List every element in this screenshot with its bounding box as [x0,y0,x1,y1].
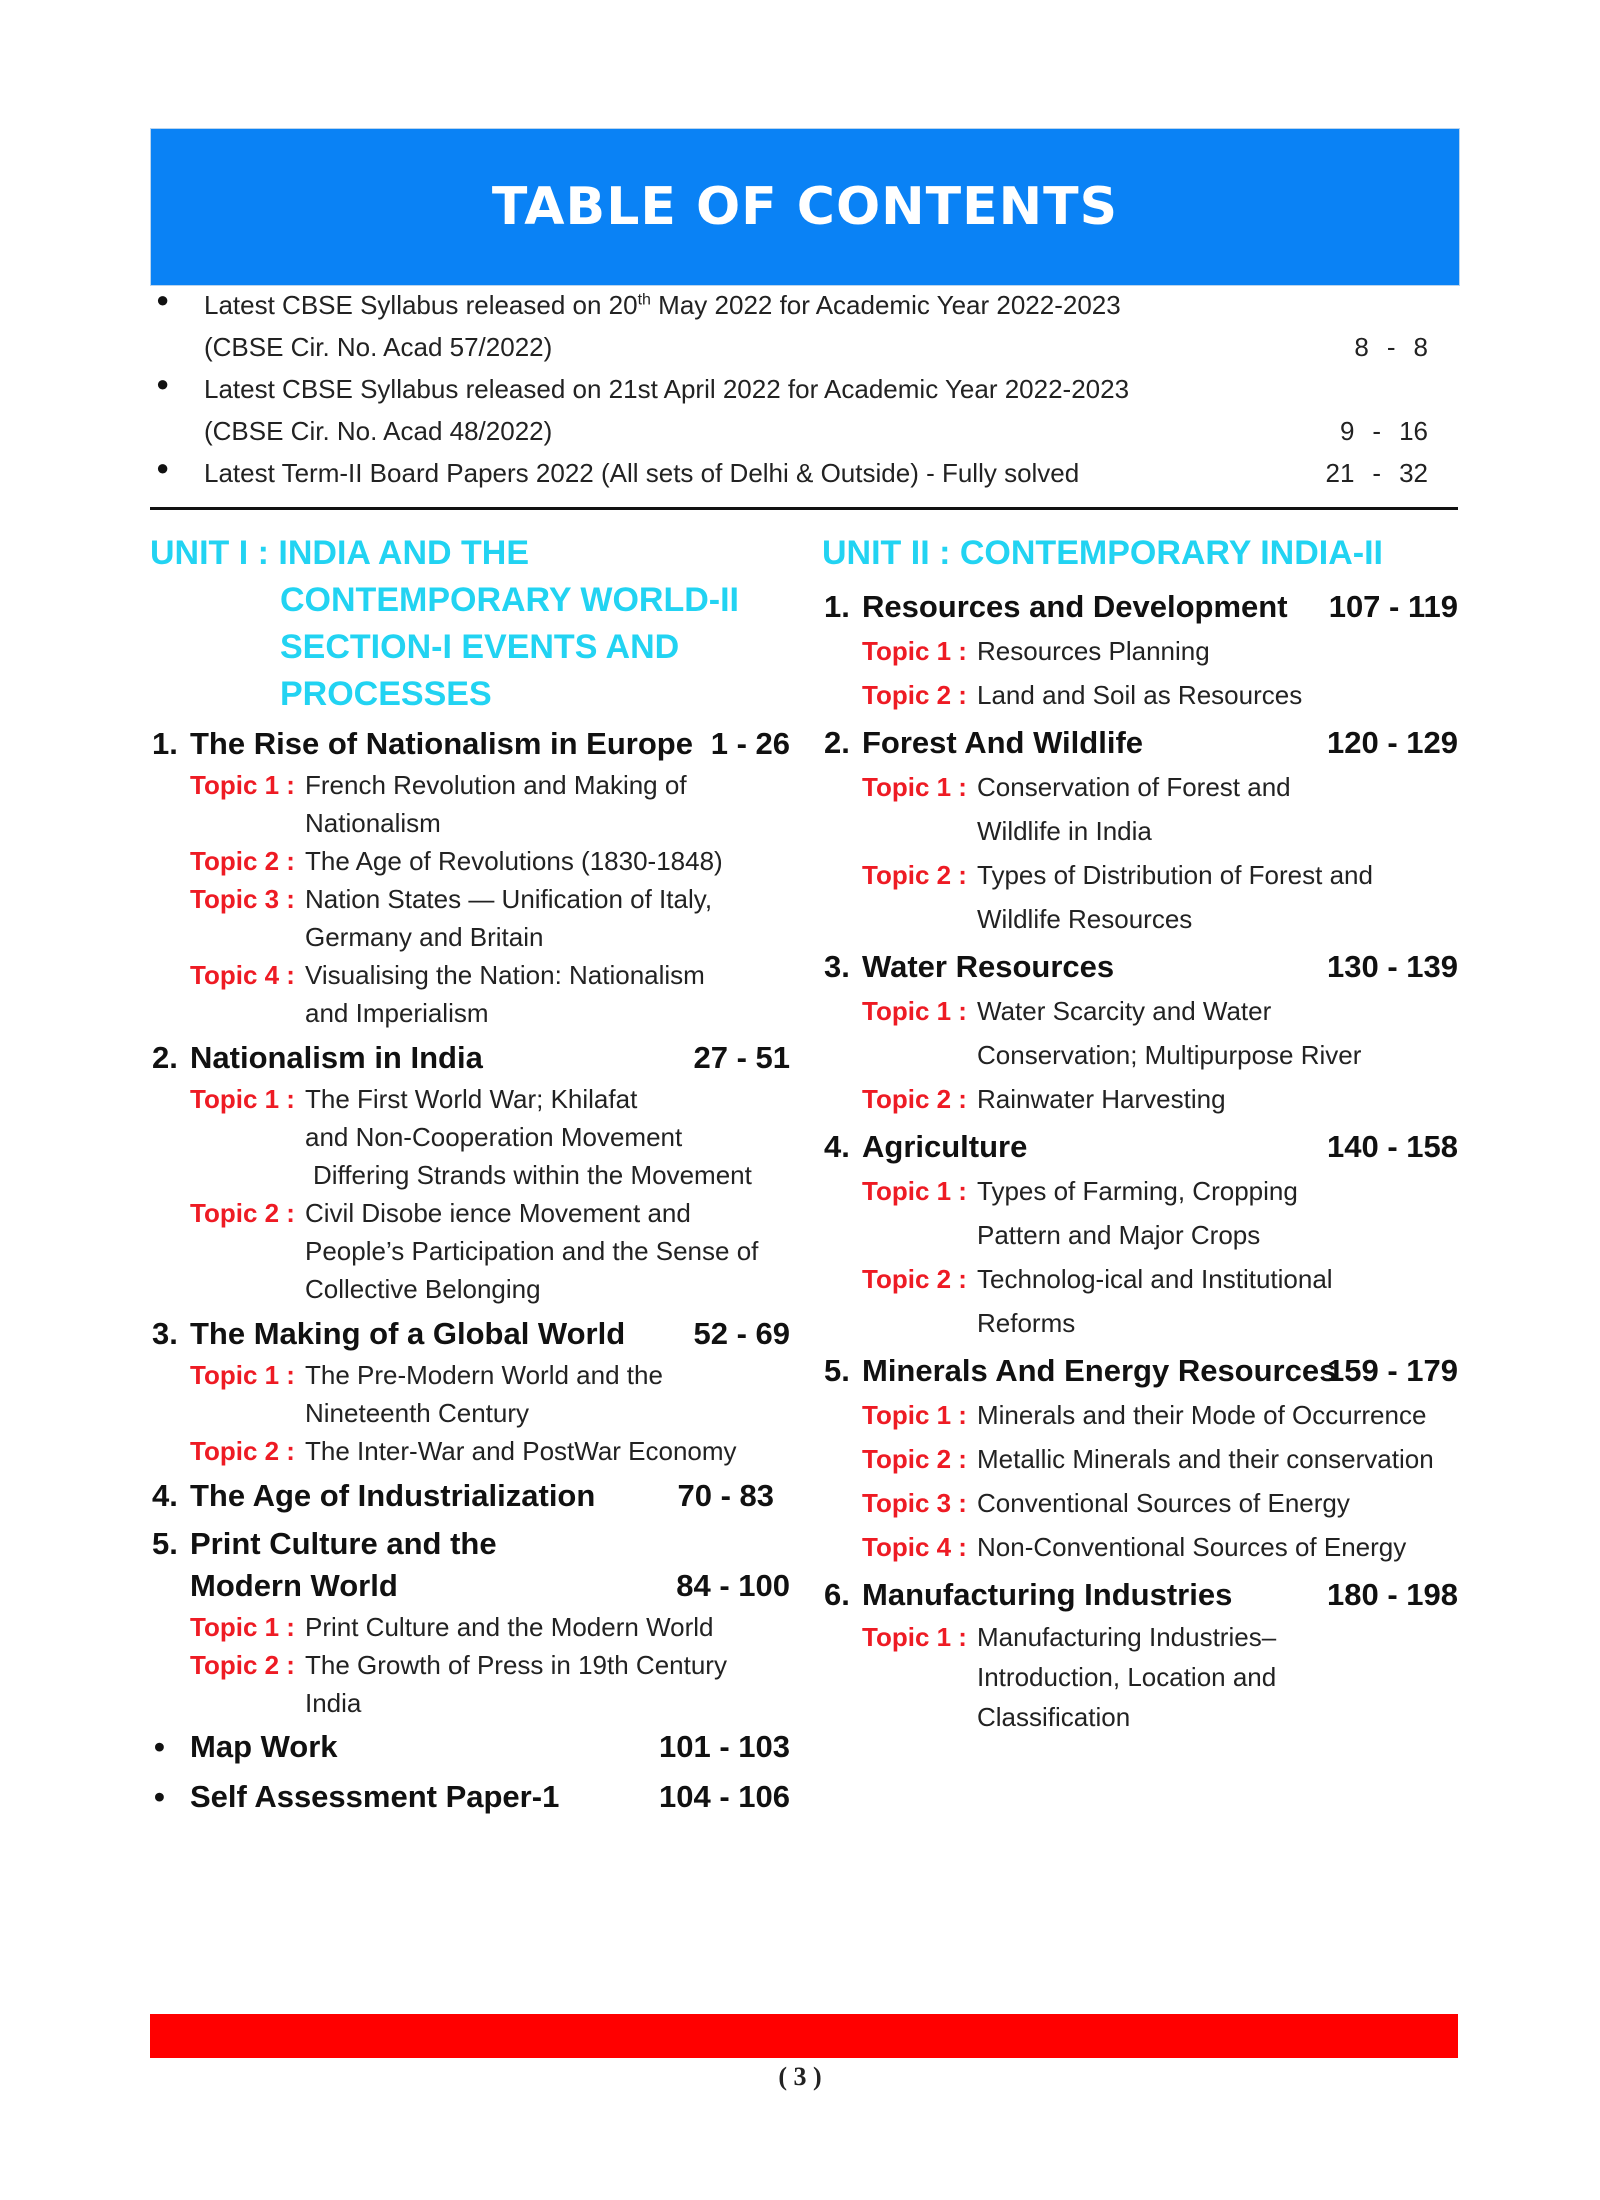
topic-entry[interactable]: Topic 3 : Nation States — Unification of Italy, Germany and Britain [190,884,713,952]
intro-item-1-cont[interactable] [150,324,1458,366]
topic-entry[interactable]: Topic 1 : The First World War; Khilafat and Non-Cooperation Movement Differing Strands within the Movement [190,1084,752,1190]
topic-entry[interactable]: Topic 2 : Technolog-ical and Institutional Reforms [862,1264,1333,1338]
chapter-entry[interactable]: 5. Minerals And Energy Resources 159 - 179 [822,1349,1458,1393]
topic-entry[interactable]: Topic 2 : The Inter-War and PostWar Economy [190,1436,737,1466]
topic-entry[interactable]: Topic 2 : Metallic Minerals and their conservation [862,1444,1434,1474]
topic-entry[interactable]: Topic 2 : Rainwater Harvesting [862,1084,1226,1114]
page-title: TABLE OF CONTENTS [491,177,1119,237]
topic-entry[interactable]: Topic 2 : Types of Distribution of Forest and Wildlife Resources [862,860,1373,934]
page-range: 104 - 106 [659,1779,790,1814]
bullet-icon: ● [156,371,170,396]
topic-entry[interactable]: Topic 1 : Types of Farming, Cropping Pattern and Major Crops [862,1176,1298,1250]
intro-item-1[interactable] [150,282,1458,324]
page-range: 101 - 103 [659,1729,790,1764]
page-range: 8 - 8 [1354,332,1428,362]
topic-entry[interactable]: Topic 1 : French Revolution and Making of Nationalism [190,770,687,838]
chapter-entry[interactable]: 1. Resources and Development 107 - 119 [822,585,1458,629]
page-range: 70 - 83 [677,1478,774,1513]
page-range: 21 - 32 [1325,458,1428,488]
topic-entry[interactable]: Topic 1 : Water Scarcity and Water Conservation; Multipurpose River [862,996,1362,1070]
topic-entry[interactable]: Topic 2 : Civil Disobe ience Movement and People’s Participation and the Sense of Collective Belonging [190,1198,759,1304]
topic-entry[interactable]: Topic 2 : The Age of Revolutions (1830-1848) [190,846,723,876]
unit-1-column [150,530,790,1822]
topic-entry[interactable]: Topic 1 : Conservation of Forest and Wildlife in India [862,772,1291,846]
page-range: 9 - 16 [1339,416,1428,446]
bullet-icon: ● [156,287,170,312]
unit-2-title: UNIT II : CONTEMPORARY INDIA-II [822,534,1383,572]
intro-item-text: Latest CBSE Syllabus released on 20th May 2022 for Academic Year 2022-2023 [204,290,1121,320]
page-range: 140 - 158 [1327,1129,1458,1164]
topic-entry[interactable]: Topic 1 : The Pre-Modern World and the Nineteenth Century [190,1360,663,1428]
page-range: 120 - 129 [1327,725,1458,760]
bullet-icon: • [154,1729,165,1764]
section-divider [150,507,1458,510]
topic-entry[interactable]: Topic 4 : Non-Conventional Sources of Energy [862,1532,1407,1562]
chapter-entry[interactable]: 2. Forest And Wildlife 120 - 129 [822,721,1458,765]
page-range: 159 - 179 [1327,1353,1458,1388]
chapter-entry[interactable]: 3. Water Resources 130 - 139 [822,945,1458,989]
topic-entry[interactable]: Topic 2 : The Growth of Press in 19th Century India [190,1650,727,1718]
extra-entry[interactable]: • Self Assessment Paper-1 104 - 106 [150,1772,790,1822]
chapter-entry[interactable]: 3. The Making of a Global World 52 - 69 [150,1312,790,1356]
bullet-icon: • [154,1779,165,1814]
page-range: 52 - 69 [693,1316,790,1351]
footer-bar [150,2014,1458,2058]
intro-list [150,282,1458,492]
chapter-entry[interactable]: 2. Nationalism in India 27 - 51 [150,1036,790,1080]
page-range: 1 - 26 [710,726,790,761]
intro-item-text: Latest Term-II Board Papers 2022 (All sets of Delhi & Outside) - Fully solved [204,458,1080,488]
page-range: 180 - 198 [1327,1577,1458,1612]
topic-entry[interactable]: Topic 1 : Print Culture and the Modern World [190,1612,714,1642]
topic-entry[interactable]: Topic 1 : Minerals and their Mode of Occurrence [862,1400,1427,1430]
chapter-entry[interactable]: 6. Manufacturing Industries 180 - 198 [822,1573,1458,1617]
intro-item-3[interactable] [150,450,1458,492]
unit-2-column [822,530,1458,1737]
intro-item-2[interactable] [150,366,1458,408]
topic-entry[interactable]: Topic 1 : Manufacturing Industries– Introduction, Location and Classification [862,1622,1277,1732]
chapter-entry[interactable]: 4. Agriculture 140 - 158 [822,1125,1458,1169]
topic-entry[interactable]: Topic 2 : Land and Soil as Resources [862,680,1303,710]
bullet-icon: ● [156,455,170,480]
page-range: 130 - 139 [1327,949,1458,984]
intro-item-text: Latest CBSE Syllabus released on 21st April 2022 for Academic Year 2022-2023 [204,374,1130,404]
topic-entry[interactable]: Topic 3 : Conventional Sources of Energy [862,1488,1350,1518]
intro-item-2-cont[interactable] [150,408,1458,450]
chapter-entry[interactable]: 4. The Age of Industrialization 70 - 83 [150,1474,790,1518]
chapter-entry[interactable]: 5. Print Culture and the Modern World 84 - 100 [150,1522,790,1608]
extra-entry[interactable]: • Map Work 101 - 103 [150,1722,790,1772]
page-range: 84 - 100 [676,1568,790,1603]
chapter-entry[interactable]: 1. The Rise of Nationalism in Europe 1 - 26 [150,722,790,766]
unit-1-title: UNIT I : INDIA AND THE CONTEMPORARY WORLD-II SECTION-I EVENTS AND PROCESSES [150,534,739,713]
page-range: 107 - 119 [1328,589,1458,624]
topic-entry[interactable]: Topic 1 : Resources Planning [862,636,1210,666]
intro-item-text: (CBSE Cir. No. Acad 57/2022) [204,332,553,362]
intro-item-text: (CBSE Cir. No. Acad 48/2022) [204,416,553,446]
title-banner [150,128,1460,286]
page-range: 27 - 51 [693,1040,790,1075]
topic-entry[interactable]: Topic 4 : Visualising the Nation: Nationalism and Imperialism [190,960,705,1028]
page-number: ( 3 ) [778,2062,822,2091]
